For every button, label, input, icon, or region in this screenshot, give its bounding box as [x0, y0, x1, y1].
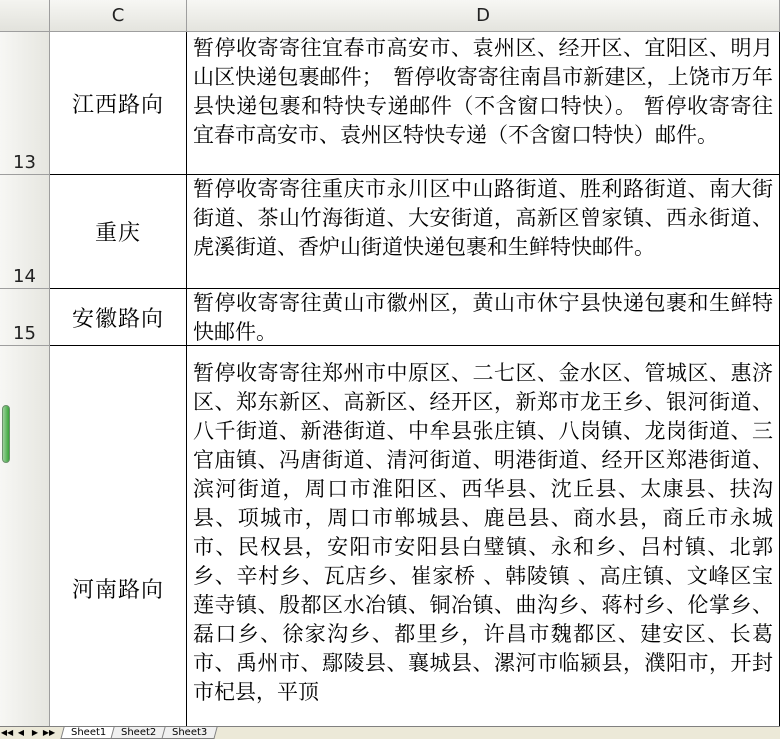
cell-d13[interactable]: 暂停收寄寄往宜春市高安市、袁州区、经开区、宜阳区、明月山区快递包裹邮件； 暂停收寄寄往南昌市新建区，上饶市万年县快递包裹和特快专递邮件（不含窗口特快）。 暂停收寄寄往宜春市高安市、袁州区特快专递（不含窗口特快）邮件。: [187, 32, 780, 175]
column-header-d[interactable]: D: [187, 0, 780, 32]
cell-c16[interactable]: 河南路向: [50, 346, 187, 726]
tab-sheet1[interactable]: [60, 727, 116, 739]
column-header-c[interactable]: C: [50, 0, 187, 32]
row-header-16[interactable]: [0, 346, 50, 726]
last-sheet-icon[interactable]: ▶▶: [42, 728, 56, 737]
tab-sheet3-label: Sheet3: [171, 727, 207, 738]
row-header-13[interactable]: 13: [0, 32, 50, 175]
tab-sheet2[interactable]: [111, 727, 167, 739]
cell-c13[interactable]: 江西路向: [50, 32, 187, 175]
first-sheet-icon[interactable]: ◀◀: [0, 728, 14, 737]
cell-c15[interactable]: 安徽路向: [50, 289, 187, 346]
tab-sheet3[interactable]: [161, 727, 217, 739]
row-header-14[interactable]: 14: [0, 175, 50, 289]
cell-d16[interactable]: 暂停收寄寄往郑州市中原区、二七区、金水区、管城区、惠济区、郑东新区、高新区、经开区，新郑市龙王乡、银河街道、八千街道、新港街道、中牟县张庄镇、八岗镇、龙岗街道、三官庙镇、冯唐街道、清河街道、明港街道、经开区郑港街道、滨河街道，周口市淮阳区、西华县、沈丘县、太康县、扶沟县、项城市，周口市郸城县、鹿邑县、商水县，商丘市永城市、民权县，安阳市安阳县白璧镇、永和乡、吕村镇、北郭乡、辛村乡、瓦店乡、崔家桥 、韩陵镇 、高庄镇、文峰区宝莲寺镇、殷都区水冶镇、铜冶镇、曲沟乡、蒋村乡、伦掌乡、磊口乡、徐家沟乡、都里乡，许昌市魏都区、建安区、长葛市、禹州市、鄢陵县、襄城县、漯河市临颍县，濮阳市，开封市杞县，平顶: [187, 346, 780, 726]
row-split-handle[interactable]: [2, 405, 10, 463]
sheet-tab-bar: [0, 726, 780, 739]
row-header-15[interactable]: 15: [0, 289, 50, 346]
prev-sheet-icon[interactable]: ◀: [17, 728, 25, 737]
select-all-corner[interactable]: [0, 0, 50, 32]
cell-d15[interactable]: 暂停收寄寄往黄山市徽州区，黄山市休宁县快递包裹和生鲜特快邮件。: [187, 289, 780, 346]
tab-sheet1-label: Sheet1: [71, 727, 107, 738]
cell-d14[interactable]: 暂停收寄寄往重庆市永川区中山路街道、胜利路街道、南大街街道、茶山竹海街道、大安街道，高新区曾家镇、西永街道、虎溪街道、香炉山街道快递包裹和生鲜特快邮件。: [187, 175, 780, 289]
next-sheet-icon[interactable]: ▶: [31, 728, 39, 737]
cell-c14[interactable]: 重庆: [50, 175, 187, 289]
tab-sheet2-label: Sheet2: [121, 727, 157, 738]
